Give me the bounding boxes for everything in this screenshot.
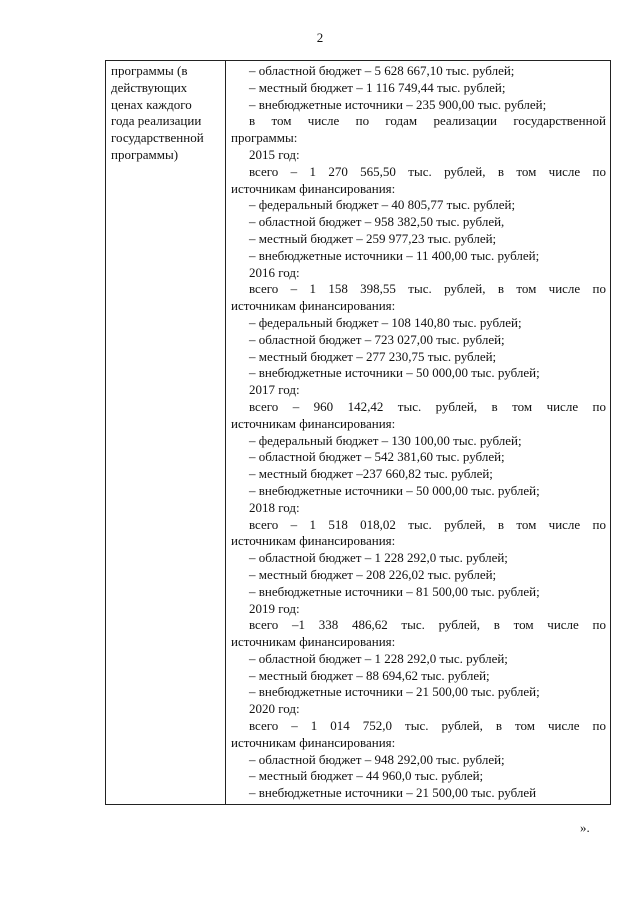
content-line: – областной бюджет – 1 228 292,0 тыс. рублей;: [249, 550, 508, 566]
content-line: – местный бюджет – 88 694,62 тыс. рублей;: [249, 667, 490, 683]
label-lines: [111, 63, 221, 164]
content-line: всего – 1 158 398,55 тыс. рублей, в том числе по: [249, 281, 606, 297]
content-line: всего – 960 142,42 тыс. рублей, в том числе по: [249, 398, 606, 414]
content-line: – внебюджетные источники – 50 000,00 тыс. рублей;: [249, 365, 540, 381]
content-line: – местный бюджет – 44 960,0 тыс. рублей;: [249, 768, 484, 784]
content-line: – областной бюджет – 1 228 292,0 тыс. рублей;: [249, 650, 508, 666]
content-line: – областной бюджет – 723 027,00 тыс. рублей;: [249, 331, 505, 347]
content-line: программы:: [231, 130, 298, 146]
content-line: – внебюджетные источники – 21 500,00 тыс. рублей: [249, 785, 537, 801]
content-line: – местный бюджет – 1 116 749,44 тыс. рублей;: [249, 79, 506, 95]
content-line: 2017 год:: [249, 382, 300, 398]
content-line: – областной бюджет – 958 382,50 тыс. рублей,: [249, 214, 505, 230]
content-line: – внебюджетные источники – 81 500,00 тыс. рублей;: [249, 583, 540, 599]
content-line: – федеральный бюджет – 108 140,80 тыс. рублей;: [249, 314, 522, 330]
content-line: 2018 год:: [249, 499, 300, 515]
closing-quote: ».: [580, 820, 590, 835]
content-line: – внебюджетные источники – 11 400,00 тыс. рублей;: [249, 247, 540, 263]
content-line: 2019 год:: [249, 600, 300, 616]
label-cell: [106, 61, 226, 805]
content-line: всего – 1 014 752,0 тыс. рублей, в том числе по: [249, 718, 606, 734]
content-line: – внебюджетные источники – 50 000,00 тыс. рублей;: [249, 482, 540, 498]
content-lines: [231, 63, 606, 802]
content-line: источникам финансирования:: [231, 298, 396, 314]
content-line: источникам финансирования:: [231, 180, 396, 196]
content-line: всего – 1 518 018,02 тыс. рублей, в том числе по: [249, 516, 606, 532]
page-number: 2: [316, 30, 324, 45]
content-line: всего –1 338 486,62 тыс. рублей, в том числе по: [249, 617, 606, 633]
label-line: государственной: [111, 130, 204, 146]
content-line: источникам финансирования:: [231, 734, 396, 750]
content-line: 2015 год:: [249, 146, 300, 162]
content-line: – федеральный бюджет – 40 805,77 тыс. рублей;: [249, 197, 516, 213]
content-line: 2020 год:: [249, 701, 300, 717]
content-line: – внебюджетные источники – 235 900,00 тыс. рублей;: [249, 96, 547, 112]
content-line: – областной бюджет – 542 381,60 тыс. рублей;: [249, 449, 505, 465]
content-line: – местный бюджет – 277 230,75 тыс. рублей;: [249, 348, 497, 364]
content-line: 2016 год:: [249, 264, 300, 280]
content-line: – местный бюджет – 259 977,23 тыс. рублей;: [249, 230, 497, 246]
content-line: – областной бюджет – 948 292,00 тыс. рублей;: [249, 751, 505, 767]
content-line: источникам финансирования:: [231, 415, 396, 431]
content-line: источникам финансирования:: [231, 533, 396, 549]
label-line: программы (в: [111, 63, 188, 78]
table-row: [106, 61, 611, 805]
content-line: – федеральный бюджет – 130 100,00 тыс. рублей;: [249, 432, 522, 448]
content-line: – местный бюджет – 208 226,02 тыс. рублей;: [249, 566, 497, 582]
content-cell: [226, 61, 611, 805]
program-funding-table: [105, 60, 611, 805]
content-line: в том числе по годам реализации государственной: [249, 113, 606, 129]
label-line: года реализации: [111, 113, 202, 129]
label-line: программы): [111, 146, 179, 162]
label-line: ценах каждого: [111, 96, 192, 112]
content-line: – областной бюджет – 5 628 667,10 тыс. рублей;: [249, 63, 515, 78]
content-line: – местный бюджет –237 660,82 тыс. рублей;: [249, 466, 493, 482]
content-line: всего – 1 270 565,50 тыс. рублей, в том числе по: [249, 163, 606, 179]
label-line: действующих: [111, 79, 188, 95]
content-line: источникам финансирования:: [231, 634, 396, 650]
content-line: – внебюджетные источники – 21 500,00 тыс. рублей;: [249, 684, 540, 700]
